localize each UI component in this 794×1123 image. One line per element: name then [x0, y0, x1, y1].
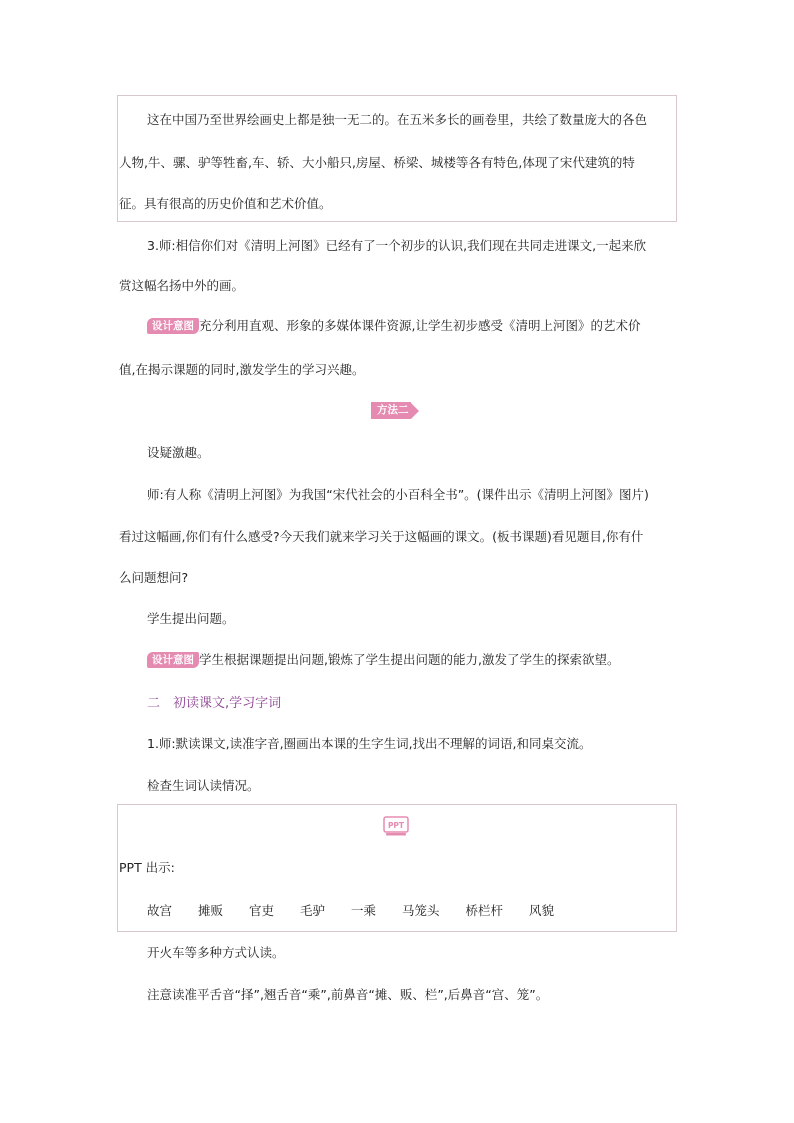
pronunciation-note: 注意读准平舌音“择”,翘舌音“乘”,前鼻音“摊、贩、栏”,后鼻音“宫、笼”。	[147, 987, 549, 1002]
svg-text:PPT: PPT	[387, 821, 405, 830]
section-2-heading: 二 初读课文,学习字词	[147, 696, 282, 711]
teacher-question-line-1: 师:有人称《清明上河图》为我国“宋代社会的小百科全书”。(课件出示《清明上河图》图片)	[147, 487, 649, 502]
design-intent-1-line-1	[147, 316, 640, 334]
design-intent-2-text: 学生根据课题提出问题,锻炼了学生提出问题的能力,激发了学生的探索欲望。	[199, 652, 620, 667]
vocabulary-word: 毛驴	[300, 903, 326, 918]
train-reading-paragraph: 开火车等多种方式认读。	[147, 945, 285, 960]
design-intent-badge: 设计意图	[147, 318, 199, 334]
excerpt-line-2: 人物,牛、骡、驴等牲畜,车、轿、大小船只,房屋、桥梁、城楼等各有特色,体现了宋代建筑的特	[119, 155, 635, 170]
read-instruction: 1.师:默读课文,读准字音,圈画出本课的生字生词,找出不理解的词语,和同桌交流。	[147, 736, 592, 751]
teacher-question-line-3: 么问题想问?	[119, 570, 189, 585]
vocabulary-word: 摊贩	[198, 903, 224, 918]
vocabulary-word: 桥栏杆	[465, 903, 504, 918]
vocabulary-word: 风貌	[529, 903, 555, 918]
teacher-paragraph-3-line-1: 3.师:相信你们对《清明上河图》已经有了一个初步的认识,我们现在共同走进课文,一起来欣	[147, 238, 647, 253]
vocabulary-list	[147, 901, 576, 919]
vocabulary-word: 故宫	[147, 903, 173, 918]
vocabulary-word: 一乘	[351, 903, 377, 918]
method-2-tag	[371, 402, 419, 419]
design-intent-2-line-1	[147, 650, 619, 668]
students-paragraph: 学生提出问题。	[147, 611, 235, 626]
ppt-label: PPT 出示:	[119, 860, 175, 875]
check-paragraph: 检查生词认读情况。	[147, 778, 260, 793]
teacher-paragraph-3-line-2: 赏这幅名扬中外的画。	[119, 278, 245, 293]
ppt-icon	[383, 816, 409, 837]
teacher-question-line-2: 看过这幅画,你们有什么感受?今天我们就来学习关于这幅画的课文。(板书课题)看见题目,你有什	[119, 529, 644, 544]
method-tag-arrow-icon	[411, 403, 419, 419]
design-intent-badge: 设计意图	[147, 652, 199, 668]
excerpt-line-1: 这在中国乃至世界绘画史上都是独一无二的。在五米多长的画卷里，共绘了数量庞大的各色	[147, 112, 648, 127]
vocabulary-word: 马笼头	[402, 903, 440, 918]
setup-paragraph: 设疑激趣。	[147, 445, 210, 460]
method-2-label: 方法二	[371, 402, 411, 419]
design-intent-1-text: 充分利用直观、形象的多媒体课件资源,让学生初步感受《清明上河图》的艺术价	[199, 318, 641, 333]
excerpt-line-3: 征。具有很高的历史价值和艺术价值。	[119, 196, 332, 211]
design-intent-1-line-2: 值,在揭示课题的同时,激发学生的学习兴趣。	[119, 362, 365, 377]
vocabulary-word: 官吏	[249, 903, 275, 918]
